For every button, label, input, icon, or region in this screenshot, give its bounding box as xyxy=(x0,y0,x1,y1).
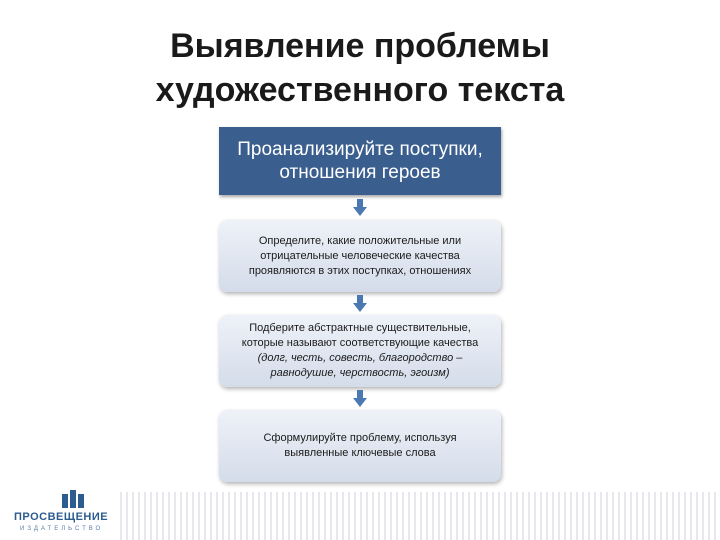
step1-line-1: Проанализируйте поступки, xyxy=(237,139,483,160)
step-box-formulate-problem xyxy=(219,410,501,482)
step2-line-1: Определите, какие положительные или xyxy=(258,234,462,247)
publisher-logo-icon xyxy=(62,490,86,508)
publisher-logo-text: ПРОСВЕЩЕНИЕ xyxy=(14,511,109,523)
step4-line-2: выявленные ключевые слова xyxy=(284,447,436,459)
step-box-analyze xyxy=(219,127,501,195)
arrow-down-icon xyxy=(352,199,368,217)
title-line-2: художественного текста xyxy=(155,71,565,109)
step3-line-3: (долг, честь, совесть, благородство – xyxy=(257,352,463,364)
step1-line-2: отношения героев xyxy=(279,162,441,183)
step-box-abstract-nouns xyxy=(219,315,501,387)
step4-line-1: Сформулируйте проблему, используя xyxy=(263,432,457,444)
step-box-define-qualities xyxy=(219,220,501,292)
publisher-logo-subtext: ИЗДАТЕЛЬСТВО xyxy=(20,526,104,532)
title-line-1: Выявление проблемы xyxy=(170,27,550,65)
arrow-down-icon xyxy=(352,295,368,313)
slide-title xyxy=(0,24,720,112)
step3-line-1: Подберите абстрактные существительные, xyxy=(249,322,471,334)
footer-stripes xyxy=(120,492,720,540)
step2-line-3: проявляются в этих поступках, отношениях xyxy=(248,264,472,277)
step3-line-2: которые называют соответствующие качества xyxy=(241,337,479,349)
step3-line-4: равнодушие, черствость, эгоизм) xyxy=(270,367,450,379)
step2-line-2: отрицательные человеческие качества xyxy=(260,249,460,262)
arrow-down-icon xyxy=(352,390,368,408)
